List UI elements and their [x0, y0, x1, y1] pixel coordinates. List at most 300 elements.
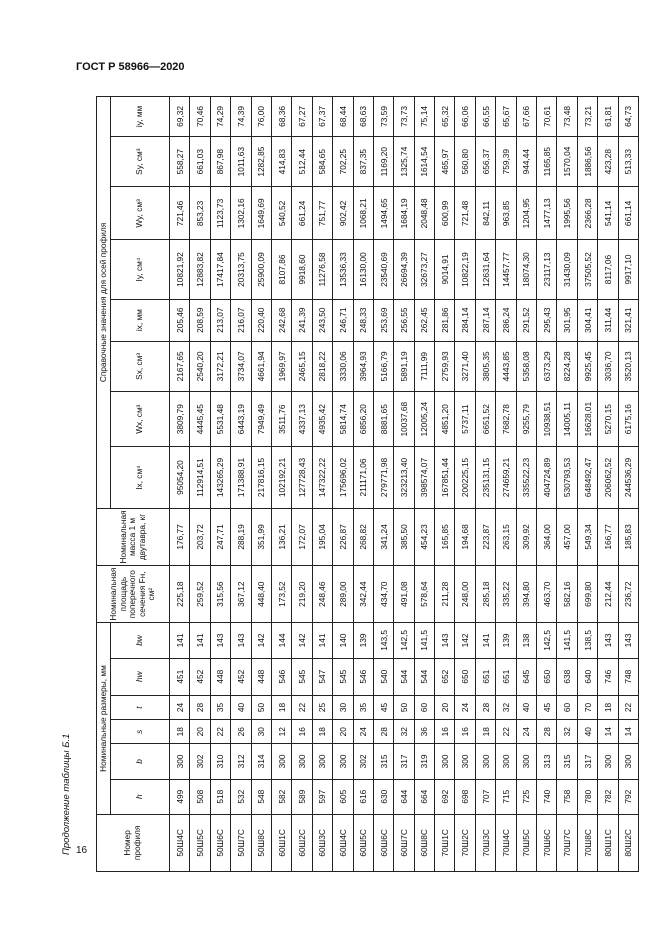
- table-cell: 60Ш8С: [414, 814, 434, 871]
- table-cell: 60Ш7С: [394, 814, 414, 871]
- table-cell: 310: [210, 744, 230, 779]
- table-cell: 315: [373, 744, 393, 779]
- header-hw: hw: [111, 658, 170, 695]
- table-cell: 23117,13: [537, 240, 557, 299]
- table-cell: 699,80: [577, 566, 597, 623]
- table-cell: 143265,29: [210, 447, 230, 509]
- table-cell: 28: [475, 695, 495, 719]
- rotated-table-wrapper: [96, 96, 634, 872]
- table-cell: 16130,00: [353, 240, 373, 299]
- table-row: [435, 97, 455, 872]
- table-cell: 16: [292, 720, 312, 744]
- table-cell: 211171,06: [353, 447, 373, 509]
- table-cell: 67,66: [516, 97, 536, 137]
- table-cell: 195,04: [312, 508, 332, 565]
- table-cell: 68,63: [353, 97, 373, 137]
- table-cell: 35: [210, 695, 230, 719]
- table-cell: 8117,06: [598, 240, 618, 299]
- table-cell: 25: [312, 695, 332, 719]
- table-cell: 60Ш2С: [292, 814, 312, 871]
- table-cell: 540,52: [271, 187, 291, 240]
- table-cell: 16628,01: [577, 392, 597, 447]
- table-cell: 289,00: [333, 566, 353, 623]
- table-cell: 32: [557, 720, 577, 744]
- table-cell: 102192,21: [271, 447, 291, 509]
- header-h: h: [111, 779, 170, 814]
- table-cell: 3271,40: [455, 341, 475, 392]
- table-cell: 300: [312, 744, 332, 779]
- table-cell: 139: [353, 623, 373, 658]
- table-cell: 17417,84: [210, 240, 230, 299]
- table-cell: 73,48: [557, 97, 577, 137]
- table-cell: 67,27: [292, 97, 312, 137]
- table-cell: 9925,45: [577, 341, 597, 392]
- header-bw: bw: [111, 623, 170, 658]
- table-cell: 5737,11: [455, 392, 475, 447]
- table-cell: 1325,74: [394, 136, 414, 187]
- page-number: 16: [76, 845, 88, 856]
- table-cell: 68,44: [333, 97, 353, 137]
- table-cell: 16: [455, 720, 475, 744]
- table-cell: 4445,45: [190, 392, 210, 447]
- table-cell: 7949,49: [251, 392, 271, 447]
- table-cell: 367,12: [231, 566, 251, 623]
- table-cell: 758: [557, 779, 577, 814]
- table-cell: 782: [598, 779, 618, 814]
- table-cell: 74,29: [210, 97, 230, 137]
- table-cell: 2759,93: [435, 341, 455, 392]
- table-cell: 8881,65: [373, 392, 393, 447]
- table-cell: 24: [455, 695, 475, 719]
- table-cell: 463,70: [537, 566, 557, 623]
- table-cell: 36: [414, 720, 434, 744]
- table-cell: 112914,51: [190, 447, 210, 509]
- table-cell: 748: [618, 658, 638, 695]
- header-reference: Справочные значения для осей профиля: [97, 97, 111, 509]
- table-cell: 37505,52: [577, 240, 597, 299]
- table-cell: 25900,09: [251, 240, 271, 299]
- table-row: [170, 97, 190, 872]
- table-cell: 518: [210, 779, 230, 814]
- table-cell: 10037,68: [394, 392, 414, 447]
- table-cell: 317: [577, 744, 597, 779]
- table-cell: 1570,04: [557, 136, 577, 187]
- table-cell: 173,52: [271, 566, 291, 623]
- table-cell: 640: [577, 658, 597, 695]
- table-cell: 853,23: [190, 187, 210, 240]
- table-cell: 5166,79: [373, 341, 393, 392]
- table-cell: 24: [516, 720, 536, 744]
- table-cell: 867,98: [210, 136, 230, 187]
- table-cell: 281,86: [435, 299, 455, 341]
- table-cell: 14: [598, 720, 618, 744]
- table-cell: 9014,91: [435, 240, 455, 299]
- table-cell: 248,00: [455, 566, 475, 623]
- table-cell: 24: [170, 695, 190, 719]
- table-cell: 3964,93: [353, 341, 373, 392]
- table-cell: 143: [435, 623, 455, 658]
- table-cell: 246,71: [333, 299, 353, 341]
- table-cell: 75,14: [414, 97, 434, 137]
- table-cell: 285,18: [475, 566, 495, 623]
- table-cell: 546: [271, 658, 291, 695]
- table-cell: 50Ш6С: [210, 814, 230, 871]
- table-cell: 50Ш7С: [231, 814, 251, 871]
- table-cell: 300: [516, 744, 536, 779]
- table-row: [210, 97, 230, 872]
- table-cell: 597: [312, 779, 332, 814]
- table-cell: 26: [231, 720, 251, 744]
- table-cell: 434,70: [373, 566, 393, 623]
- table-cell: 11276,58: [312, 240, 332, 299]
- table-cell: 60Ш4С: [333, 814, 353, 871]
- table-cell: 141,5: [414, 623, 434, 658]
- table-cell: 12005,24: [414, 392, 434, 447]
- table-cell: 740: [537, 779, 557, 814]
- table-cell: 259,52: [190, 566, 210, 623]
- table-row: [292, 97, 312, 872]
- table-cell: 300: [496, 744, 516, 779]
- table-cell: 176,77: [170, 508, 190, 565]
- table-cell: 394,80: [516, 566, 536, 623]
- table-cell: 547: [312, 658, 332, 695]
- table-row: [353, 97, 373, 872]
- table-row: [190, 97, 210, 872]
- table-cell: 650: [537, 658, 557, 695]
- table-cell: 3330,06: [333, 341, 353, 392]
- table-cell: 661,03: [190, 136, 210, 187]
- table-row: [231, 97, 251, 872]
- table-cell: 652: [435, 658, 455, 695]
- header-wy: Wy, см³: [111, 187, 170, 240]
- table-cell: 454,23: [414, 508, 434, 565]
- table-cell: 140: [333, 623, 353, 658]
- header-mass: Номинальная масса 1 м двутавра, кг: [97, 508, 170, 565]
- table-cell: 18074,30: [516, 240, 536, 299]
- table-cell: 262,45: [414, 299, 434, 341]
- table-cell: 18: [598, 695, 618, 719]
- table-cell: 963,85: [496, 187, 516, 240]
- table-cell: 14005,11: [557, 392, 577, 447]
- table-cell: 66,55: [475, 97, 495, 137]
- table-cell: 28: [190, 695, 210, 719]
- table-cell: 18: [475, 720, 495, 744]
- table-cell: 22: [496, 720, 516, 744]
- table-cell: 448: [210, 658, 230, 695]
- table-cell: 300: [292, 744, 312, 779]
- table-cell: 508: [190, 779, 210, 814]
- table-cell: 1204,95: [516, 187, 536, 240]
- table-cell: 314: [251, 744, 271, 779]
- table-cell: 398574,07: [414, 447, 434, 509]
- table-cell: 185,83: [618, 508, 638, 565]
- table-cell: 842,11: [475, 187, 495, 240]
- table-cell: 10821,92: [170, 240, 190, 299]
- table-cell: 452: [231, 658, 251, 695]
- table-cell: 715: [496, 779, 516, 814]
- table-cell: 60Ш1С: [271, 814, 291, 871]
- table-cell: 302: [353, 744, 373, 779]
- table-cell: 147322,22: [312, 447, 332, 509]
- table-cell: 247,71: [210, 508, 230, 565]
- table-cell: 3809,79: [170, 392, 190, 447]
- table-row: [394, 97, 414, 872]
- table-cell: 70Ш5С: [516, 814, 536, 871]
- table-cell: 2818,22: [312, 341, 332, 392]
- table-cell: 141,5: [557, 623, 577, 658]
- table-cell: 22: [210, 720, 230, 744]
- table-cell: 206062,52: [598, 447, 618, 509]
- table-cell: 20: [333, 720, 353, 744]
- table-cell: 10822,19: [455, 240, 475, 299]
- table-cell: 513,33: [618, 136, 638, 187]
- table-caption: Продолжение таблицы Б.1: [61, 733, 72, 855]
- table-cell: 35: [353, 695, 373, 719]
- table-cell: 291,52: [516, 299, 536, 341]
- header-s: s: [111, 720, 170, 744]
- table-cell: 220,40: [251, 299, 271, 341]
- table-cell: 45: [537, 695, 557, 719]
- header-ix-radius: ix, мм: [111, 299, 170, 341]
- table-cell: 50Ш4С: [170, 814, 190, 871]
- table-cell: 605: [333, 779, 353, 814]
- table-cell: 3036,70: [598, 341, 618, 392]
- table-cell: 175696,02: [333, 447, 353, 509]
- table-cell: 664: [414, 779, 434, 814]
- table-cell: 20: [190, 720, 210, 744]
- table-cell: 4337,13: [292, 392, 312, 447]
- table-cell: 448: [251, 658, 271, 695]
- table-cell: 208,59: [190, 299, 210, 341]
- table-cell: 284,14: [455, 299, 475, 341]
- table-cell: 321,41: [618, 299, 638, 341]
- table-cell: 341,24: [373, 508, 393, 565]
- table-cell: 143: [598, 623, 618, 658]
- table-cell: 558,27: [170, 136, 190, 187]
- table-cell: 76,00: [251, 97, 271, 137]
- table-cell: 142: [292, 623, 312, 658]
- table-cell: 28: [537, 720, 557, 744]
- table-cell: 414,83: [271, 136, 291, 187]
- table-cell: 582,16: [557, 566, 577, 623]
- table-cell: 40: [577, 720, 597, 744]
- table-cell: 5814,74: [333, 392, 353, 447]
- table-cell: 5531,48: [210, 392, 230, 447]
- table-cell: 1282,85: [251, 136, 271, 187]
- table-cell: 142: [455, 623, 475, 658]
- table-cell: 127728,43: [292, 447, 312, 509]
- table-cell: 60Ш6С: [373, 814, 393, 871]
- table-cell: 70: [577, 695, 597, 719]
- table-cell: 512,44: [292, 136, 312, 187]
- table-cell: 1169,20: [373, 136, 393, 187]
- table-cell: 226,87: [333, 508, 353, 565]
- table-cell: 73,73: [394, 97, 414, 137]
- table-cell: 70Ш7С: [557, 814, 577, 871]
- table-cell: 80Ш2С: [618, 814, 638, 871]
- table-cell: 7682,78: [496, 392, 516, 447]
- table-cell: 364,00: [537, 508, 557, 565]
- table-cell: 304,41: [577, 299, 597, 341]
- table-cell: 300: [271, 744, 291, 779]
- table-cell: 351,99: [251, 508, 271, 565]
- table-row: [414, 97, 434, 872]
- table-cell: 644: [394, 779, 414, 814]
- table-cell: 702,25: [333, 136, 353, 187]
- table-cell: 65,67: [496, 97, 516, 137]
- table-cell: 287,14: [475, 299, 495, 341]
- table-cell: 1302,16: [231, 187, 251, 240]
- table-cell: 721,46: [170, 187, 190, 240]
- table-cell: 648492,47: [577, 447, 597, 509]
- table-cell: 40: [516, 695, 536, 719]
- table-cell: 300: [455, 744, 475, 779]
- table-cell: 1614,54: [414, 136, 434, 187]
- header-ix-moment: Ix, см⁴: [111, 447, 170, 509]
- table-body: [170, 97, 639, 872]
- table-cell: 1995,56: [557, 187, 577, 240]
- table-cell: 60: [414, 695, 434, 719]
- table-cell: 50: [251, 695, 271, 719]
- table-cell: 28: [373, 720, 393, 744]
- table-cell: 142,5: [394, 623, 414, 658]
- table-cell: 70Ш8С: [577, 814, 597, 871]
- table-cell: 6651,52: [475, 392, 495, 447]
- table-row: [475, 97, 495, 872]
- table-cell: 70Ш3С: [475, 814, 495, 871]
- header-t: t: [111, 695, 170, 719]
- table-cell: 12631,64: [475, 240, 495, 299]
- table-cell: 20: [435, 695, 455, 719]
- table-cell: 721,48: [455, 187, 475, 240]
- table-row: [577, 97, 597, 872]
- table-cell: 80Ш1С: [598, 814, 618, 871]
- header-iy-moment: Iy, см⁴: [111, 240, 170, 299]
- table-cell: 540: [373, 658, 393, 695]
- table-cell: 166,77: [598, 508, 618, 565]
- header-sx: Sx, см³: [111, 341, 170, 392]
- table-cell: 171388,91: [231, 447, 251, 509]
- table-cell: 317: [394, 744, 414, 779]
- table-cell: 311,44: [598, 299, 618, 341]
- table-cell: 242,68: [271, 299, 291, 341]
- table-cell: 8224,28: [557, 341, 577, 392]
- table-cell: 32: [394, 720, 414, 744]
- table-cell: 616: [353, 779, 373, 814]
- table-cell: 3511,76: [271, 392, 291, 447]
- table-row: [312, 97, 332, 872]
- header-b: b: [111, 744, 170, 779]
- table-cell: 65,32: [435, 97, 455, 137]
- table-cell: 40: [231, 695, 251, 719]
- table-cell: 248,33: [353, 299, 373, 341]
- table-cell: 589: [292, 779, 312, 814]
- table-cell: 64,73: [618, 97, 638, 137]
- table-row: [598, 97, 618, 872]
- table-cell: 243,50: [312, 299, 332, 341]
- table-cell: 60: [557, 695, 577, 719]
- table-cell: 50Ш5С: [190, 814, 210, 871]
- table-cell: 6443,19: [231, 392, 251, 447]
- table-cell: 66,06: [455, 97, 475, 137]
- table-cell: 5358,08: [516, 341, 536, 392]
- table-cell: 302: [190, 744, 210, 779]
- table-cell: 465,97: [435, 136, 455, 187]
- table-cell: 3172,21: [210, 341, 230, 392]
- table-cell: 1684,19: [394, 187, 414, 240]
- table-cell: 1649,69: [251, 187, 271, 240]
- table-cell: 211,28: [435, 566, 455, 623]
- table-cell: 4851,20: [435, 392, 455, 447]
- table-cell: 5270,15: [598, 392, 618, 447]
- table-cell: 70Ш6С: [537, 814, 557, 871]
- table-row: [455, 97, 475, 872]
- table-cell: 759,39: [496, 136, 516, 187]
- table-cell: 532: [231, 779, 251, 814]
- table-cell: 544: [414, 658, 434, 695]
- table-cell: 312: [231, 744, 251, 779]
- table-cell: 256,55: [394, 299, 414, 341]
- table-cell: 14457,77: [496, 240, 516, 299]
- table-cell: 707: [475, 779, 495, 814]
- table-cell: 2540,20: [190, 341, 210, 392]
- table-cell: 50: [394, 695, 414, 719]
- table-cell: 1165,85: [537, 136, 557, 187]
- table-cell: 143,5: [373, 623, 393, 658]
- table-cell: 70Ш2С: [455, 814, 475, 871]
- table-cell: 241,39: [292, 299, 312, 341]
- table-cell: 274659,21: [496, 447, 516, 509]
- table-cell: 2366,28: [577, 187, 597, 240]
- table-row: [251, 97, 271, 872]
- table-cell: 837,35: [353, 136, 373, 187]
- table-cell: 1123,73: [210, 187, 230, 240]
- table-cell: 780: [577, 779, 597, 814]
- table-cell: 60Ш5С: [353, 814, 373, 871]
- table-cell: 300: [170, 744, 190, 779]
- table-cell: 638: [557, 658, 577, 695]
- table-cell: 661,24: [292, 187, 312, 240]
- table-cell: 725: [516, 779, 536, 814]
- table-cell: 315,56: [210, 566, 230, 623]
- table-cell: 248,46: [312, 566, 332, 623]
- table-cell: 18: [170, 720, 190, 744]
- table-cell: 323213,40: [394, 447, 414, 509]
- table-cell: 582: [271, 779, 291, 814]
- table-cell: 30: [251, 720, 271, 744]
- table-cell: 67,37: [312, 97, 332, 137]
- table-cell: 792: [618, 779, 638, 814]
- table-cell: 143: [618, 623, 638, 658]
- table-cell: 630: [373, 779, 393, 814]
- table-row: [537, 97, 557, 872]
- table-cell: 313: [537, 744, 557, 779]
- header-sy: Sy, см³: [111, 136, 170, 187]
- table-cell: 143: [231, 623, 251, 658]
- table-cell: 253,69: [373, 299, 393, 341]
- table-cell: 8107,86: [271, 240, 291, 299]
- table-cell: 236,72: [618, 566, 638, 623]
- table-cell: 23540,69: [373, 240, 393, 299]
- table-cell: 70,61: [537, 97, 557, 137]
- table-cell: 301,95: [557, 299, 577, 341]
- table-cell: 548: [251, 779, 271, 814]
- header-wx: Wx, см³: [111, 392, 170, 447]
- table-cell: 319: [414, 744, 434, 779]
- table-cell: 74,39: [231, 97, 251, 137]
- table-cell: 9255,79: [516, 392, 536, 447]
- table-cell: 20313,75: [231, 240, 251, 299]
